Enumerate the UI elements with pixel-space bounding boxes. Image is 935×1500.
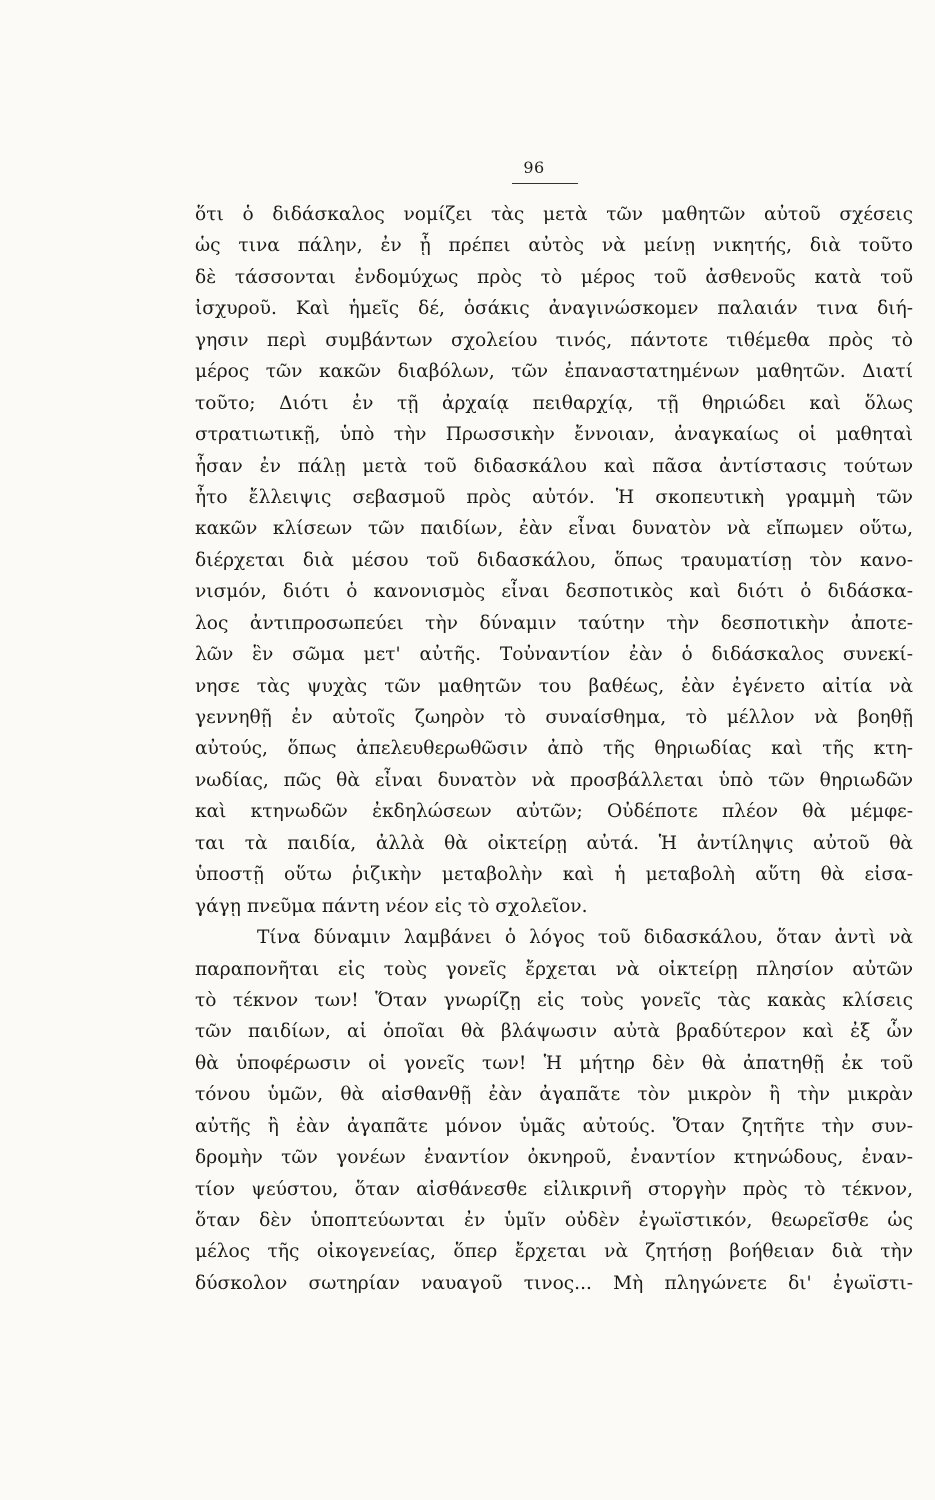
text-line: αὐτούς, ὅπως ἀπελευθερωθῶσιν ἀπὸ τῆς θηριωδίας καὶ τῆς κτη-: [195, 738, 913, 760]
text-line: δρομὴν τῶν γονέων ἐναντίον ὀκνηροῦ, ἐναντίον κτηνώδους, ἐναν-: [195, 1147, 913, 1169]
text-line: νησε τὰς ψυχὰς τῶν μαθητῶν του βαθέως, ἐὰν ἐγένετο αἰτία νὰ: [195, 675, 913, 697]
text-line: μέρος τῶν κακῶν διαβόλων, τῶν ἐπαναστατημένων μαθητῶν. Διατί: [195, 361, 913, 383]
text-line: ται τὰ παιδία, ἀλλὰ θὰ οἰκτείρῃ αὐτά. Ἡ ἀντίληψις αὐτοῦ θὰ: [195, 832, 913, 854]
text-line: νωδίας, πῶς θὰ εἶναι δυνατὸν νὰ προσβάλλεται ὑπὸ τῶν θηριωδῶν: [195, 769, 913, 791]
paragraph: [195, 922, 913, 1299]
text-line: ἦσαν ἐν πάλῃ μετὰ τοῦ διδασκάλου καὶ πᾶσα ἀντίστασις τούτων: [195, 455, 913, 477]
text-line: ὅταν δὲν ὑποπτεύωνται ἐν ὑμῖν οὐδὲν ἐγωϊστικόν, θεωρεῖσθε ὡς: [195, 1210, 913, 1231]
text-line: παραπονῆται εἰς τοὺς γονεῖς ἔρχεται νὰ οἰκτείρῃ πλησίον αὐτῶν: [195, 958, 913, 980]
text-line: τοῦτο; Διότι ἐν τῇ ἀρχαίᾳ πειθαρχίᾳ, τῇ θηριώδει καὶ ὅλως: [195, 392, 913, 414]
text-line: λῶν ἓν σῶμα μετ' αὐτῆς. Τοὐναντίον ἐὰν ὁ διδάσκαλος συνεκί-: [195, 644, 913, 666]
text-line: ὡς τινα πάλην, ἐν ᾗ πρέπει αὐτὸς νὰ μείνῃ νικητής, διὰ τοῦτο: [195, 235, 913, 257]
text-line: Τίνα δύναμιν λαμβάνει ὁ λόγος τοῦ διδασκάλου, ὅταν ἀντὶ νὰ: [257, 927, 913, 949]
text-line: δὲ τάσσονται ἐνδομύχως πρὸς τὸ μέρος τοῦ ἀσθενοῦς κατὰ τοῦ: [195, 266, 913, 288]
page-number: 96: [523, 158, 545, 177]
text-line: ὑποστῇ οὕτω ῥιζικὴν μεταβολὴν καὶ ἡ μεταβολὴ αὕτη θὰ εἰσα-: [195, 864, 913, 886]
page-number-rule: [512, 183, 578, 184]
text-line: διέρχεται διὰ μέσου τοῦ διδασκάλου, ὅπως τραυματίσῃ τὸν κανο-: [195, 549, 913, 571]
text-line: τὸ τέκνον των! Ὅταν γνωρίζῃ εἰς τοὺς γονεῖς τὰς κακὰς κλίσεις: [195, 989, 913, 1011]
text-line: αὐτῆς ἢ ἐὰν ἀγαπᾶτε μόνον ὑμᾶς αὐτούς. Ὅταν ζητῆτε τὴν συν-: [195, 1115, 913, 1137]
text-line: γησιν περὶ συμβάντων σχολείου τινός, πάντοτε τιθέμεθα πρὸς τὸ: [195, 329, 913, 351]
paragraph: [195, 199, 913, 922]
text-line: θὰ ὑποφέρωσιν οἱ γονεῖς των! Ἡ μήτηρ δὲν θὰ ἀπατηθῇ ἐκ τοῦ: [195, 1052, 913, 1074]
text-line: στρατιωτικῇ, ὑπὸ τὴν Πρωσσικὴν ἔννοιαν, ἀναγκαίως οἱ μαθηταὶ: [195, 424, 913, 446]
text-line: μέλος τῆς οἰκογενείας, ὅπερ ἔρχεται νὰ ζητήσῃ βοήθειαν διὰ τὴν: [195, 1241, 913, 1263]
text-line: τῶν παιδίων, αἱ ὁποῖαι θὰ βλάψωσιν αὐτὰ βραδύτερον καὶ ἐξ ὧν: [195, 1021, 913, 1043]
text-line: ἰσχυροῦ. Καὶ ἡμεῖς δέ, ὁσάκις ἀναγινώσκομεν παλαιάν τινα διή-: [195, 298, 913, 320]
body-text: [195, 199, 913, 1299]
text-line: γεννηθῇ ἐν αὐτοῖς ζωηρὸν τὸ συναίσθημα, τὸ μέλλον νὰ βοηθῇ: [195, 707, 913, 728]
text-line: λος ἀντιπροσωπεύει τὴν δύναμιν ταύτην τὴν δεσποτικὴν ἀποτε-: [195, 612, 913, 634]
text-line: ἦτο ἔλλειψις σεβασμοῦ πρὸς αὐτόν. Ἡ σκοπευτικὴ γραμμὴ τῶν: [195, 486, 913, 508]
text-line: τόνου ὑμῶν, θὰ αἰσθανθῇ ἐὰν ἀγαπᾶτε τὸν μικρὸν ἢ τὴν μικρὰν: [195, 1084, 913, 1106]
text-line: τίον ψεύστου, ὅταν αἰσθάνεσθε εἰλικρινῆ στοργὴν πρὸς τὸ τέκνον,: [195, 1178, 913, 1200]
text-line: κακῶν κλίσεων τῶν παιδίων, ἐὰν εἶναι δυνατὸν νὰ εἴπωμεν οὕτω,: [195, 518, 913, 540]
text-line: δύσκολον σωτηρίαν ναυαγοῦ τινος... Μὴ πληγώνετε δι' ἐγωϊστι-: [195, 1272, 913, 1294]
text-line: γάγῃ πνεῦμα πάντη νέον εἰς τὸ σχολεῖον.: [195, 895, 588, 917]
text-line: καὶ κτηνωδῶν ἐκδηλώσεων αὐτῶν; Οὐδέποτε πλέον θὰ μέμφε-: [195, 801, 913, 823]
text-line: νισμόν, διότι ὁ κανονισμὸς εἶναι δεσποτικὸς καὶ διότι ὁ διδάσκα-: [195, 581, 913, 603]
text-line: ὅτι ὁ διδάσκαλος νομίζει τὰς μετὰ τῶν μαθητῶν αὐτοῦ σχέσεις: [195, 204, 913, 225]
